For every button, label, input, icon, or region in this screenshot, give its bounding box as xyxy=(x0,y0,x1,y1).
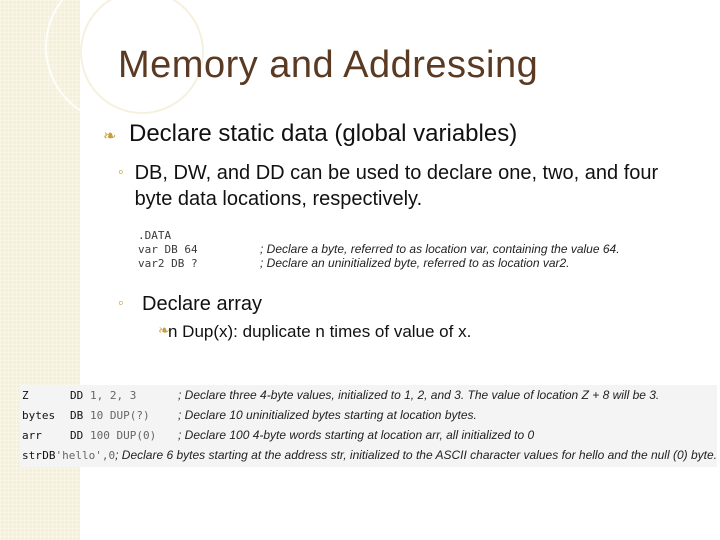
table-cell-name: str xyxy=(22,448,42,462)
circle-bullet-icon: ◦ xyxy=(118,295,124,312)
table-row xyxy=(20,405,717,425)
bullet-static-data xyxy=(103,120,517,148)
bullet-text: Declare static data (global variables) xyxy=(129,120,518,147)
code-text: var2 DB ? xyxy=(138,256,198,270)
table-cell-name: Z xyxy=(22,388,29,402)
code-comment: ; Declare an uninitialized byte, referred to as location var2. xyxy=(260,256,570,270)
table-cell-comment: ; Declare 100 4-byte words starting at location arr, all initialized to 0 xyxy=(178,428,535,442)
table-row xyxy=(20,425,717,445)
sub-bullet-text: Declare array xyxy=(142,293,263,315)
array-declaration-table xyxy=(20,385,717,467)
table-cell-value: 100 DUP(0) xyxy=(90,428,157,442)
table-cell-value: 1, 2, 3 xyxy=(90,388,137,402)
table-cell-directive: DB xyxy=(42,448,56,462)
code-text: var DB 64 xyxy=(138,242,198,256)
table-cell-value: 10 DUP(?) xyxy=(90,408,150,422)
code-row xyxy=(138,242,628,256)
table-cell-directive: DB xyxy=(70,408,84,422)
leaf-bullet-icon: ❧ xyxy=(158,322,170,338)
table-row xyxy=(20,385,717,405)
circle-bullet-icon: ◦ xyxy=(118,164,124,181)
sub-sub-bullet-text: n Dup(x): duplicate n times of value of x. xyxy=(168,322,472,341)
slide-title: Memory and Addressing xyxy=(118,44,539,86)
code-row xyxy=(138,256,628,270)
table-cell-directive: DD xyxy=(70,388,84,402)
table-cell-comment: ; Declare 10 uninitialized bytes starting at location bytes. xyxy=(178,408,477,422)
table-cell-directive: DD xyxy=(70,428,84,442)
sub-bullet-declare-array xyxy=(118,291,262,317)
code-comment: ; Declare a byte, referred to as location var, containing the value 64. xyxy=(260,242,620,256)
table-cell-name: bytes xyxy=(22,408,56,422)
table-row xyxy=(20,445,717,465)
sub-sub-bullet-dup xyxy=(158,322,471,342)
code-example-image xyxy=(138,228,628,270)
sub-bullet-db-dw-dd xyxy=(118,160,698,212)
leaf-bullet-icon: ❧ xyxy=(103,128,117,145)
table-cell-value: 'hello',0 xyxy=(55,448,116,462)
table-cell-comment: ; Declare three 4-byte values, initialized to 1, 2, and 3. The value of location Z + 8 will be 3. xyxy=(178,388,660,402)
table-cell-name: arr xyxy=(22,428,42,442)
table-cell-comment: ; Declare 6 bytes starting at the address str, initialized to the ASCII character values for hello and the null (0) byte. xyxy=(115,448,717,462)
code-section-label: .DATA xyxy=(138,228,172,242)
sub-bullet-text: DB, DW, and DD can be used to declare one, two, and four byte data locations, respectively. xyxy=(134,162,659,210)
